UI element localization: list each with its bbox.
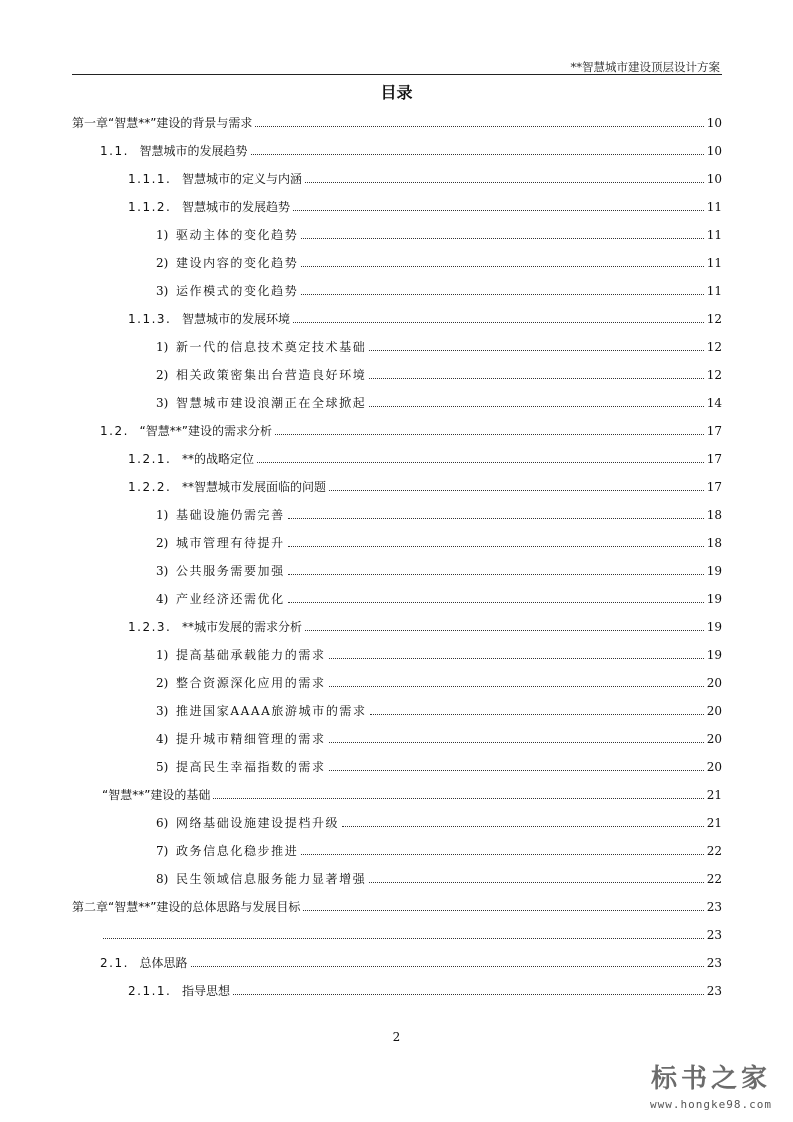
dot-leader: [293, 209, 704, 211]
page-ref: 12: [706, 312, 722, 326]
dot-leader: [103, 937, 704, 939]
page-ref: 14: [706, 396, 722, 410]
toc-entry[interactable]: 7) 政务信息化稳步推进 22: [156, 844, 722, 858]
toc-entry[interactable]: 3) 推进国家AAAA旅游城市的需求 20: [156, 704, 722, 718]
toc-entry[interactable]: 5) 提高民生幸福指数的需求 20: [156, 760, 722, 774]
toc-entry[interactable]: 1.1.3. 智慧城市的发展环境 12: [128, 312, 722, 326]
toc-entry[interactable]: 1) 新一代的信息技术奠定技术基础 12: [156, 340, 722, 354]
page-ref: 11: [706, 256, 722, 270]
toc-entry[interactable]: 6) 网络基础设施建设提档升级 21: [156, 816, 722, 830]
dot-leader: [305, 181, 704, 183]
toc-entry[interactable]: 1.1.2. 智慧城市的发展趋势 11: [128, 200, 722, 214]
dot-leader: [293, 321, 704, 323]
toc-entry[interactable]: 1.2.1. **的战略定位 17: [128, 452, 722, 466]
header-rule: [72, 74, 722, 75]
dot-leader: [301, 853, 703, 855]
page-ref: 22: [706, 844, 722, 858]
toc-entry[interactable]: 2) 建设内容的变化趋势 11: [156, 256, 722, 270]
dot-leader: [329, 769, 704, 771]
dot-leader: [233, 993, 704, 995]
toc-entry[interactable]: “智慧**”建设的基础 21: [102, 788, 722, 802]
toc-entry[interactable]: 1.1. 智慧城市的发展趋势 10: [100, 144, 722, 158]
page-ref: 23: [706, 984, 722, 998]
dot-leader: [275, 433, 704, 435]
dot-leader: [301, 293, 703, 295]
dot-leader: [213, 797, 703, 799]
toc-entry[interactable]: 2.1. 总体思路 23: [100, 956, 722, 970]
page-ref: 19: [706, 620, 722, 634]
dot-leader: [288, 517, 704, 519]
watermark-url: www.hongke98.com: [650, 1098, 772, 1111]
dot-leader: [369, 881, 703, 883]
page-ref: 11: [706, 228, 722, 242]
page-ref: 10: [706, 144, 722, 158]
page-ref: 23: [706, 956, 722, 970]
toc-entry[interactable]: 第二章“智慧**”建设的总体思路与发展目标 23: [72, 900, 722, 914]
dot-leader: [288, 601, 704, 603]
toc-entry[interactable]: 2) 城市管理有待提升 18: [156, 536, 722, 550]
dot-leader: [370, 713, 704, 715]
dot-leader: [369, 377, 703, 379]
dot-leader: [369, 349, 703, 351]
page-number: 2: [392, 1030, 401, 1044]
dot-leader: [329, 489, 704, 491]
toc-entry[interactable]: 3) 公共服务需要加强 19: [156, 564, 722, 578]
page-ref: 18: [706, 536, 722, 550]
page-ref: 12: [706, 368, 722, 382]
dot-leader: [329, 685, 704, 687]
watermark-logo: [636, 1058, 786, 1118]
page-ref: 11: [706, 200, 722, 214]
page-ref: 10: [706, 172, 722, 186]
page-ref: 18: [706, 508, 722, 522]
toc-entry[interactable]: 2.1.1. 指导思想 23: [128, 984, 722, 998]
toc-entry[interactable]: 1) 基础设施仍需完善 18: [156, 508, 722, 522]
toc-entry[interactable]: 1.2. “智慧**”建设的需求分析 17: [100, 424, 722, 438]
page-ref: 17: [706, 480, 722, 494]
dot-leader: [305, 629, 704, 631]
dot-leader: [251, 153, 704, 155]
page-ref: 10: [706, 116, 722, 130]
toc-entry[interactable]: 3) 智慧城市建设浪潮正在全球掀起 14: [156, 396, 722, 410]
page-ref: 20: [706, 704, 722, 718]
page-ref: 12: [706, 340, 722, 354]
running-header: **智慧城市建设顶层设计方案: [570, 60, 720, 74]
page-ref: 23: [706, 900, 722, 914]
toc-title: 目录: [380, 83, 413, 102]
toc-entry[interactable]: [100, 921, 722, 943]
toc-entry[interactable]: 8) 民生领域信息服务能力显著增强 22: [156, 872, 722, 886]
toc-entry[interactable]: 2) 整合资源深化应用的需求 20: [156, 676, 722, 690]
dot-leader: [303, 909, 703, 911]
page-ref: 20: [706, 676, 722, 690]
toc-entry[interactable]: 2) 相关政策密集出台营造良好环境 12: [156, 368, 722, 382]
dot-leader: [301, 265, 703, 267]
dot-leader: [329, 741, 704, 743]
page-ref: 17: [706, 452, 722, 466]
dot-leader: [288, 573, 704, 575]
page-ref: 19: [706, 592, 722, 606]
dot-leader: [191, 965, 704, 967]
toc-entry[interactable]: 1.2.2. **智慧城市发展面临的问题 17: [128, 480, 722, 494]
toc-entry[interactable]: 4) 产业经济还需优化 19: [156, 592, 722, 606]
watermark-brand: 标书之家: [650, 1064, 771, 1094]
dot-leader: [255, 125, 703, 127]
toc-entry[interactable]: 3) 运作模式的变化趋势 11: [156, 284, 722, 298]
page-ref: 17: [706, 424, 722, 438]
dot-leader: [369, 405, 703, 407]
dot-leader: [329, 657, 704, 659]
dot-leader: [288, 545, 704, 547]
dot-leader: [301, 237, 703, 239]
page-ref: 20: [706, 732, 722, 746]
page-ref: 23: [706, 928, 722, 942]
page-ref: 22: [706, 872, 722, 886]
page-ref: 21: [706, 788, 722, 802]
dot-leader: [257, 461, 704, 463]
toc-entry[interactable]: 第一章“智慧**”建设的背景与需求 10: [72, 116, 722, 130]
page-ref: 20: [706, 760, 722, 774]
toc-entry[interactable]: 4) 提升城市精细管理的需求 20: [156, 732, 722, 746]
page-ref: 19: [706, 564, 722, 578]
page-ref: 21: [706, 816, 722, 830]
toc-entry[interactable]: 1) 提高基础承载能力的需求 19: [156, 648, 722, 662]
toc-entry[interactable]: 1.2.3. **城市发展的需求分析 19: [128, 620, 722, 634]
toc-entry[interactable]: 1) 驱动主体的变化趋势 11: [156, 228, 722, 242]
toc-entry[interactable]: 1.1.1. 智慧城市的定义与内涵 10: [128, 172, 722, 186]
page-ref: 19: [706, 648, 722, 662]
page-ref: 11: [706, 284, 722, 298]
dot-leader: [342, 825, 704, 827]
